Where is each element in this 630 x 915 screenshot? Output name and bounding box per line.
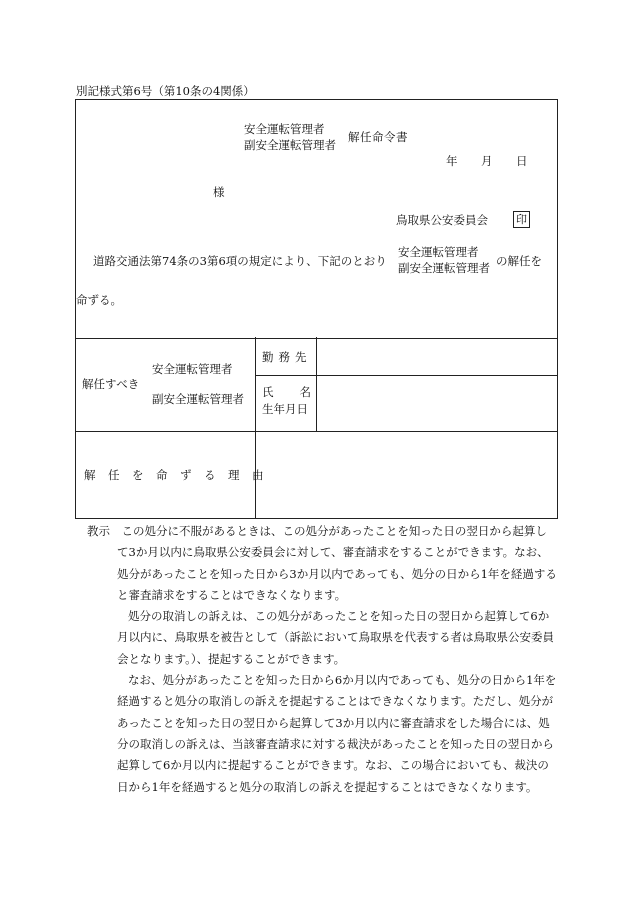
- instruction-notice: [87, 521, 557, 798]
- issuer-name: 鳥取県公安委員会: [396, 213, 488, 227]
- order-role-1: 安全運転管理者: [398, 245, 479, 259]
- order-text-end: 命ずる。: [76, 293, 122, 307]
- notice-para-1: [87, 521, 557, 606]
- order-text-before: 道路交通法第74条の3第6項の規定により、下記のとおり: [93, 254, 387, 268]
- reason-label: 解任を命ずる理由: [84, 468, 276, 482]
- notice-text-1: この処分に不服があるときは、この処分があったことを知った日の翌日から起算して3か月以内に鳥取県公安委員会に対して、審査請求をすることができます。なお、処分があったことを知った日から3か月以内であっても、処分の日から1年を経過すると審査請求をすることはできなくなります。: [117, 524, 557, 602]
- order-role-2: 副安全運転管理者: [398, 261, 490, 275]
- notice-label: 教示: [87, 524, 110, 538]
- notice-para-3: なお、処分があったことを知った日から6か月以内であっても、処分の日から1年を経過すると処分の取消しの訴えを提起することはできなくなります。ただし、処分があったことを知った日の翌日から起算して3か月以内に審査請求をした場合には、処分の取消しの訴えは、当該審査請求に対する裁決があったことを知った日の翌日から起算して6か月以内に提起することができます。なお、この場合においても、裁決の日から1年を経過すると処分の取消しの訴えを提起することはできなくなります。: [117, 673, 557, 794]
- table-divider: [75, 431, 557, 432]
- addressee-suffix: 様: [213, 185, 225, 199]
- document-title: 解任命令書: [348, 130, 408, 144]
- date-month: 月: [481, 154, 493, 168]
- title-role-1: 安全運転管理者: [244, 122, 325, 136]
- target-label: 解任すべき: [82, 377, 140, 391]
- birthdate-label: 生年月日: [262, 402, 308, 416]
- workplace-label: 勤務先: [262, 350, 312, 364]
- name-label: 氏名: [262, 385, 337, 399]
- seal-stamp: 印: [513, 211, 530, 228]
- order-text-after: の解任を: [496, 254, 542, 268]
- form-number: 別記様式第6号（第10条の4関係）: [76, 84, 255, 98]
- date-year: 年: [446, 154, 458, 168]
- date-day: 日: [516, 154, 528, 168]
- table-role-1: 安全運転管理者: [152, 362, 233, 376]
- title-role-2: 副安全運転管理者: [244, 138, 336, 152]
- table-role-2: 副安全運転管理者: [152, 392, 244, 406]
- table-divider: [255, 375, 557, 376]
- notice-para-2: 処分の取消しの訴えは、この処分があったことを知った日の翌日から起算して6か月以内に、鳥取県を被告として（訴訟において鳥取県を代表する者は鳥取県公安委員会となります。）、提起することができます。: [117, 609, 554, 666]
- table-divider: [255, 337, 256, 518]
